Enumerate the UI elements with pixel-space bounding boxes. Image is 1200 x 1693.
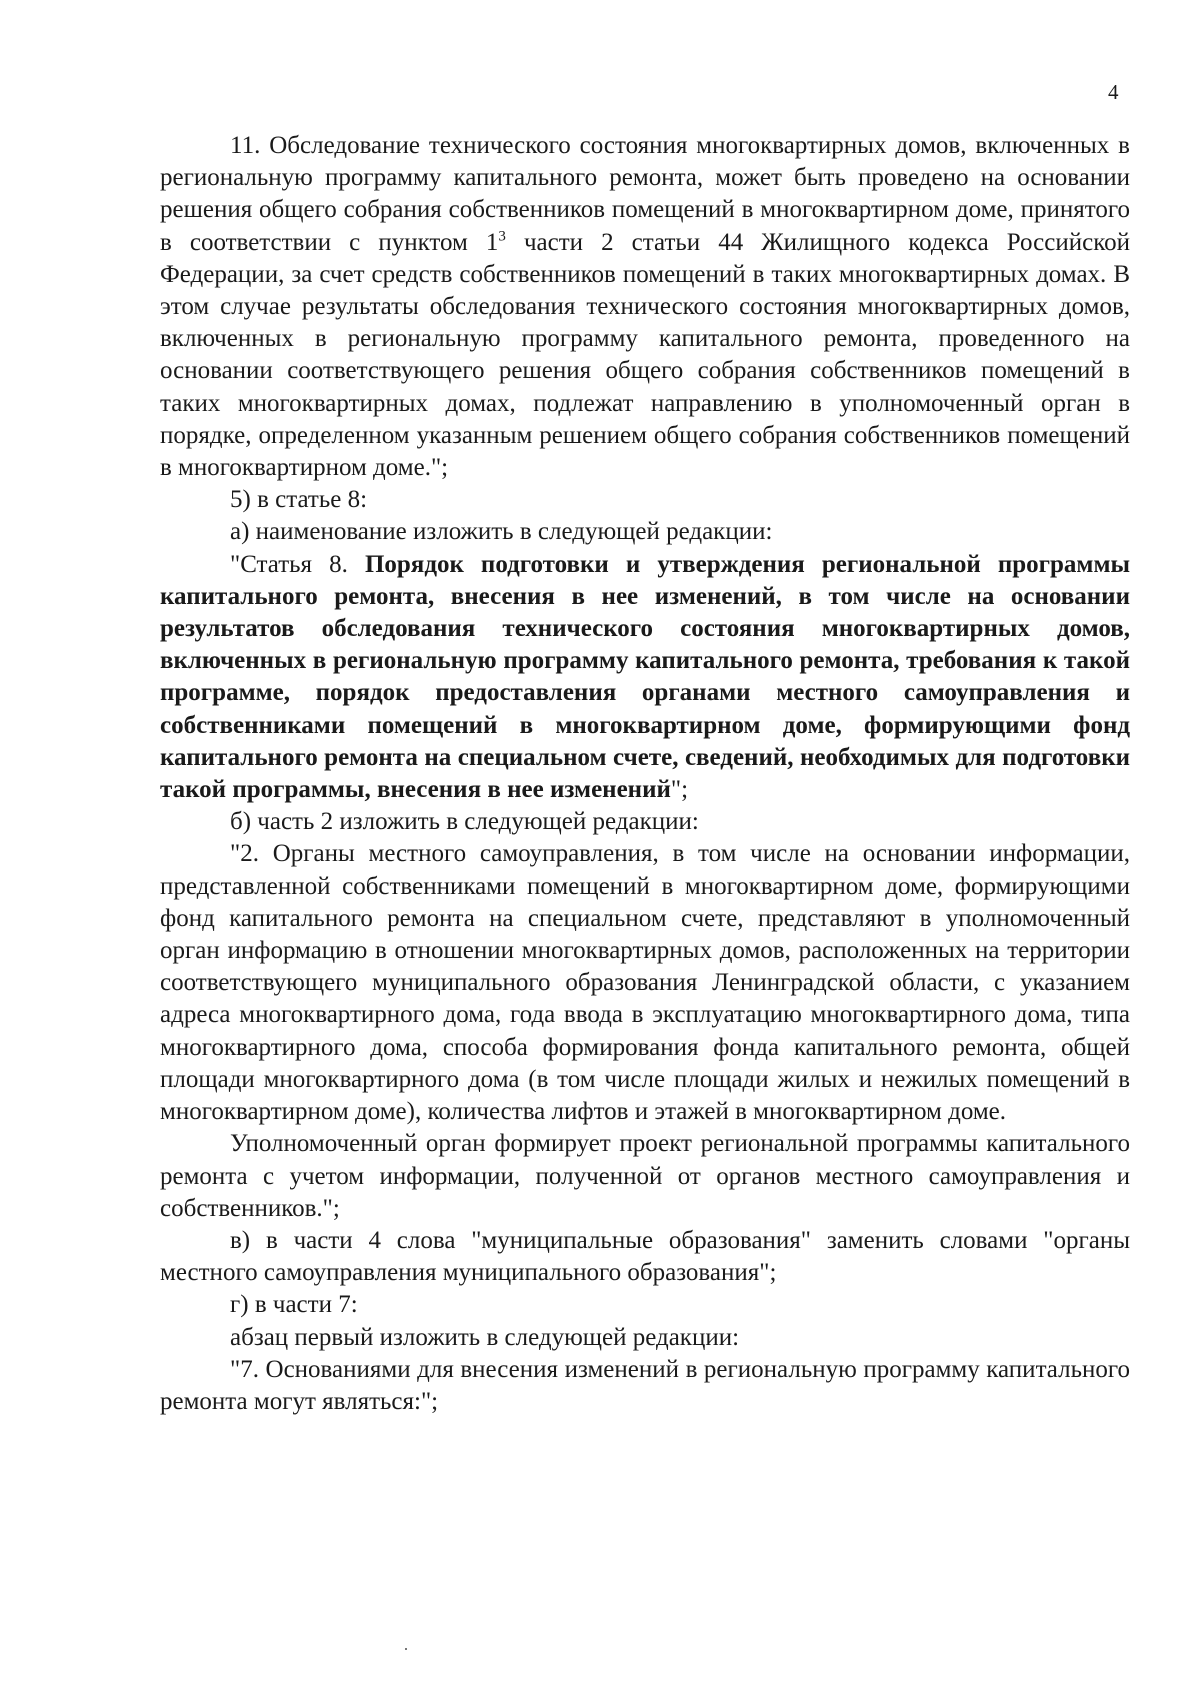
paragraph-article-8-title [160, 549, 1130, 807]
paragraph-authorized-body: Уполномоченный орган формирует проект региональной программы капитального ремонта с учетом информации, полученной от органов местного самоуправления и собственников."; [160, 1130, 1130, 1222]
paragraph-item-11 [160, 130, 1130, 484]
article-8-prefix: "Статья 8. [230, 550, 365, 578]
document-body [160, 130, 1130, 1418]
paragraph-part-7: "7. Основаниями для внесения изменений в региональную программу капитального ремонта могут являться:"; [160, 1355, 1130, 1415]
paragraph-item-v: в) в части 4 слова "муниципальные образования" заменить словами "органы местного самоуправления муниципального образования"; [160, 1226, 1130, 1287]
page-number: 4 [1108, 80, 1119, 104]
paragraph-part-2: "2. Органы местного самоуправления, в том числе на основании информации, представленной собственниками помещений в многоквартирном доме, формирующими фонд капитального ремонта на специальном счете, представляют в уполномоченный орган информацию в отношении многоквартирных домов, расположенных на территории соответствующего муниципального образования Ленинградской области, с указанием адреса многоквартирного дома, года ввода в эксплуатацию многоквартирного дома, типа многоквартирного дома, способа формирования фонда капитального ремонта, общей площади многоквартирного дома (в том числе площади жилых и нежилых помещений в многоквартирном доме), количества лифтов и этажей в многоквартирном доме. [160, 840, 1130, 1126]
scan-artifact [405, 1648, 407, 1650]
paragraph-item-b: б) часть 2 изложить в следующей редакции: [230, 808, 699, 836]
paragraph-item-g: г) в части 7: [230, 1291, 358, 1319]
paragraph-first-paragraph: абзац первый изложить в следующей редакции: [230, 1323, 740, 1351]
article-8-bold-title: Порядок подготовки и утверждения региональной программы капитального ремонта, внесения в нее изменений, в том числе на основании результатов обследования технического состояния многоквартирных домов, включенных в региональную программу капитального ремонта, требования к такой программе, порядок предоставления органами местного самоуправления и собственниками помещений в многоквартирном доме, формирующими фонд капитального ремонта на специальном счете, сведений, необходимых для подготовки такой программы, внесения в нее изменений [160, 550, 1130, 804]
item-11-text-end: части 2 статьи 44 Жилищного кодекса Российской Федерации, за счет средств собственников помещений в таких многоквартирных домах. В этом случае результаты обследования технического состояния многоквартирных домов, включенных в региональную программу капитального ремонта, проведенного на основании соответствующего решения общего собрания собственников помещений в таких многоквартирных домах, подлежат направлению в уполномоченный орган в порядке, определенном указанным решением общего собрания собственников помещений в многоквартирном доме."; [160, 228, 1130, 482]
paragraph-item-a: а) наименование изложить в следующей редакции: [230, 518, 773, 546]
item-11-superscript: 3 [498, 228, 506, 245]
item-11-text-start: 11. Обследование технического состояния многоквартирных домов, включенных в региональную программу капитального ремонта, может быть проведено на основании решения общего собрания собственников помещений в многоквартирном доме, принятого в соответствии с пунктом 1 [160, 132, 1130, 256]
paragraph-item-5: 5) в статье 8: [230, 486, 368, 514]
article-8-suffix: "; [670, 776, 689, 804]
